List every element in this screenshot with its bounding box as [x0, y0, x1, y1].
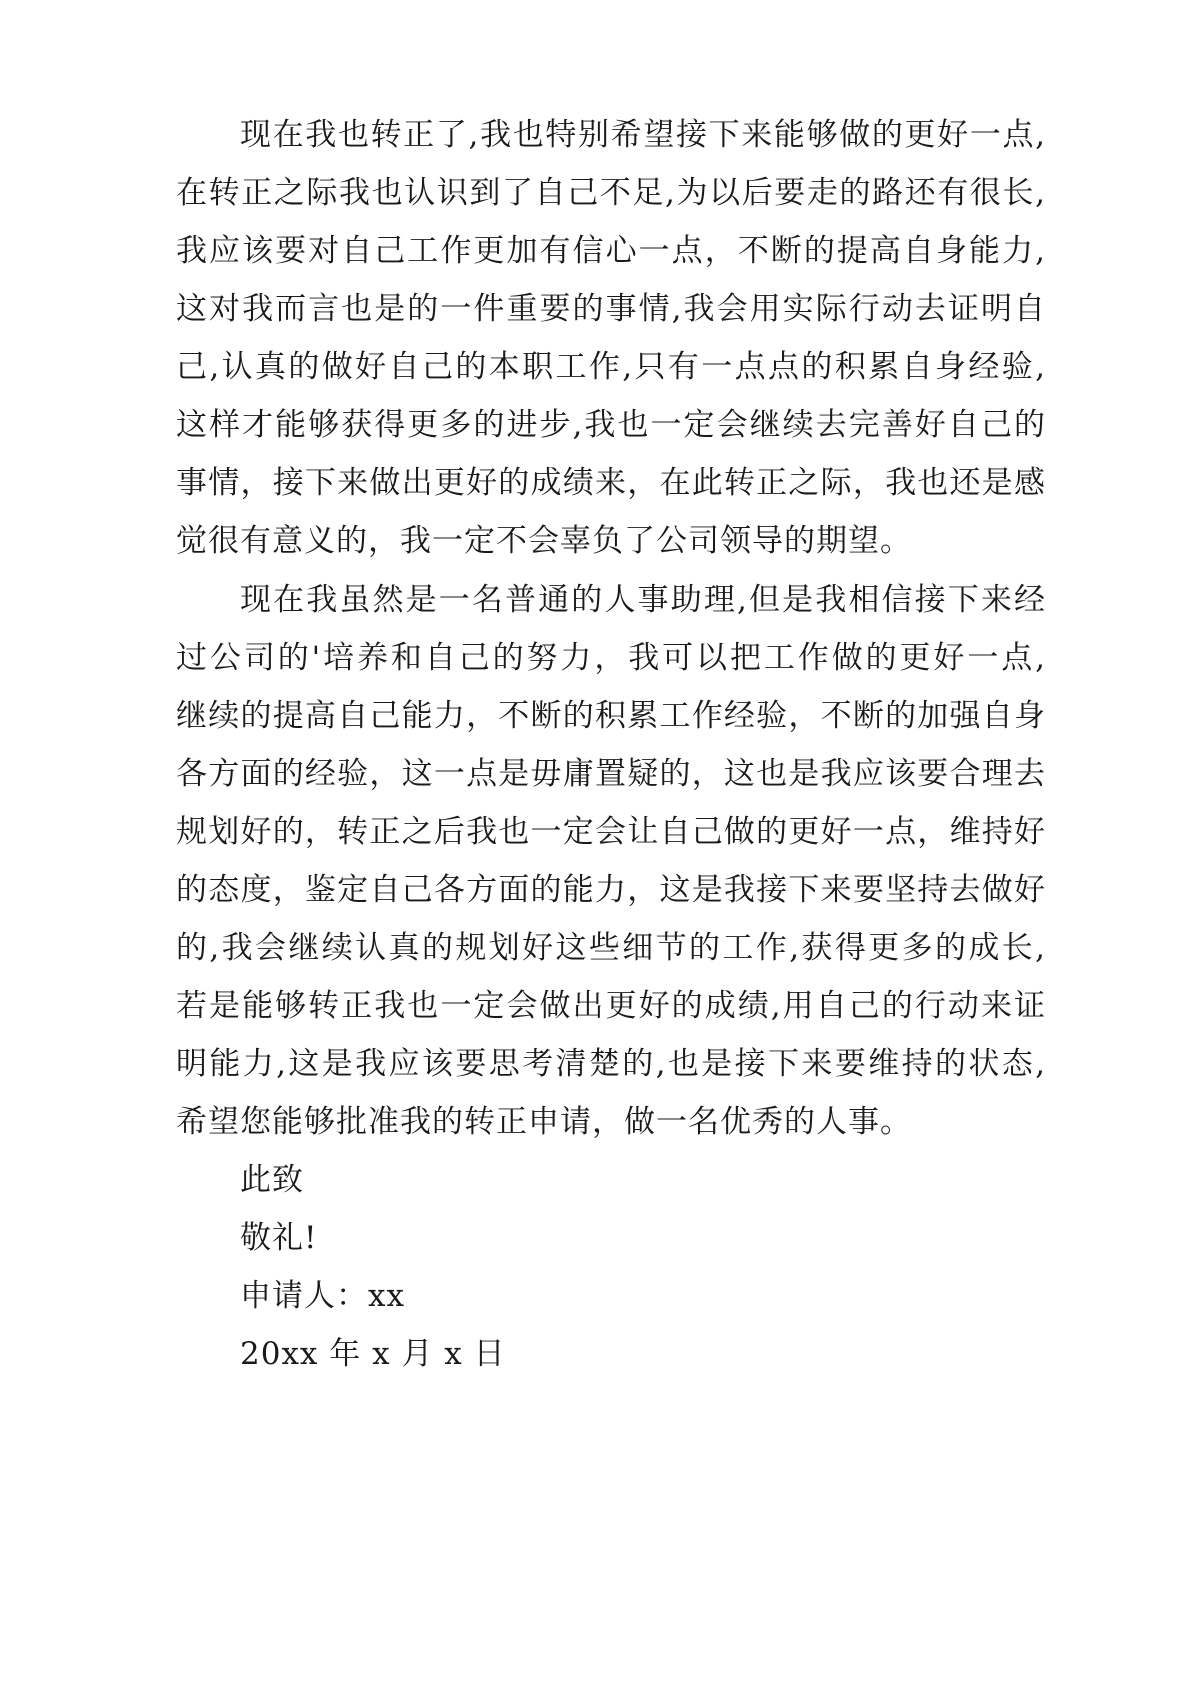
- paragraph-2-line-2: 过公司的'培养和自己的努力，我可以把工作做的更好一点,: [176, 640, 1046, 676]
- paragraph-1-line-1: 现在我也转正了,我也特别希望接下来能够做的更好一点,: [240, 117, 1046, 153]
- paragraph-1-line-4: 这对我而言也是的一件重要的事情,我会用实际行动去证明自: [176, 291, 1046, 327]
- paragraph-1-line-7: 事情，接下来做出更好的成绩来，在此转正之际，我也还是感: [176, 465, 1046, 501]
- paragraph-1-line-8: 觉很有意义的，我一定不会辜负了公司领导的期望。: [176, 523, 912, 559]
- paragraph-2-line-6: 的态度，鉴定自己各方面的能力，这是我接下来要坚持去做好: [176, 872, 1046, 908]
- closing-regards: 敬礼!: [240, 1220, 318, 1256]
- paragraph-2-line-3: 继续的提高自己能力，不断的积累工作经验，不断的加强自身: [176, 698, 1046, 734]
- paragraph-1-line-2: 在转正之际我也认识到了自己不足,为以后要走的路还有很长,: [176, 175, 1046, 211]
- paragraph-1-line-6: 这样才能够获得更多的进步,我也一定会继续去完善好自己的: [176, 407, 1046, 443]
- applicant-signature: 申请人：xx: [240, 1278, 405, 1314]
- paragraph-1-line-3: 我应该要对自己工作更加有信心一点，不断的提高自身能力,: [176, 233, 1046, 269]
- paragraph-2-line-10: 希望您能够批准我的转正申请，做一名优秀的人事。: [176, 1104, 912, 1140]
- paragraph-2-line-5: 规划好的，转正之后我也一定会让自己做的更好一点，维持好: [176, 814, 1046, 850]
- paragraph-1-line-5: 己,认真的做好自己的本职工作,只有一点点的积累自身经验,: [176, 349, 1046, 385]
- paragraph-2-line-7: 的,我会继续认真的规划好这些细节的工作,获得更多的成长,: [176, 930, 1046, 966]
- paragraph-2-line-4: 各方面的经验，这一点是毋庸置疑的，这也是我应该要合理去: [176, 756, 1046, 792]
- closing-salutation: 此致: [240, 1162, 304, 1198]
- paragraph-2-line-1: 现在我虽然是一名普通的人事助理,但是我相信接下来经: [240, 582, 1046, 618]
- paragraph-2-line-9: 明能力,这是我应该要思考清楚的,也是接下来要维持的状态,: [176, 1046, 1046, 1082]
- application-date: 20xx 年 x 月 x 日: [240, 1336, 506, 1372]
- paragraph-2-line-8: 若是能够转正我也一定会做出更好的成绩,用自己的行动来证: [176, 988, 1046, 1024]
